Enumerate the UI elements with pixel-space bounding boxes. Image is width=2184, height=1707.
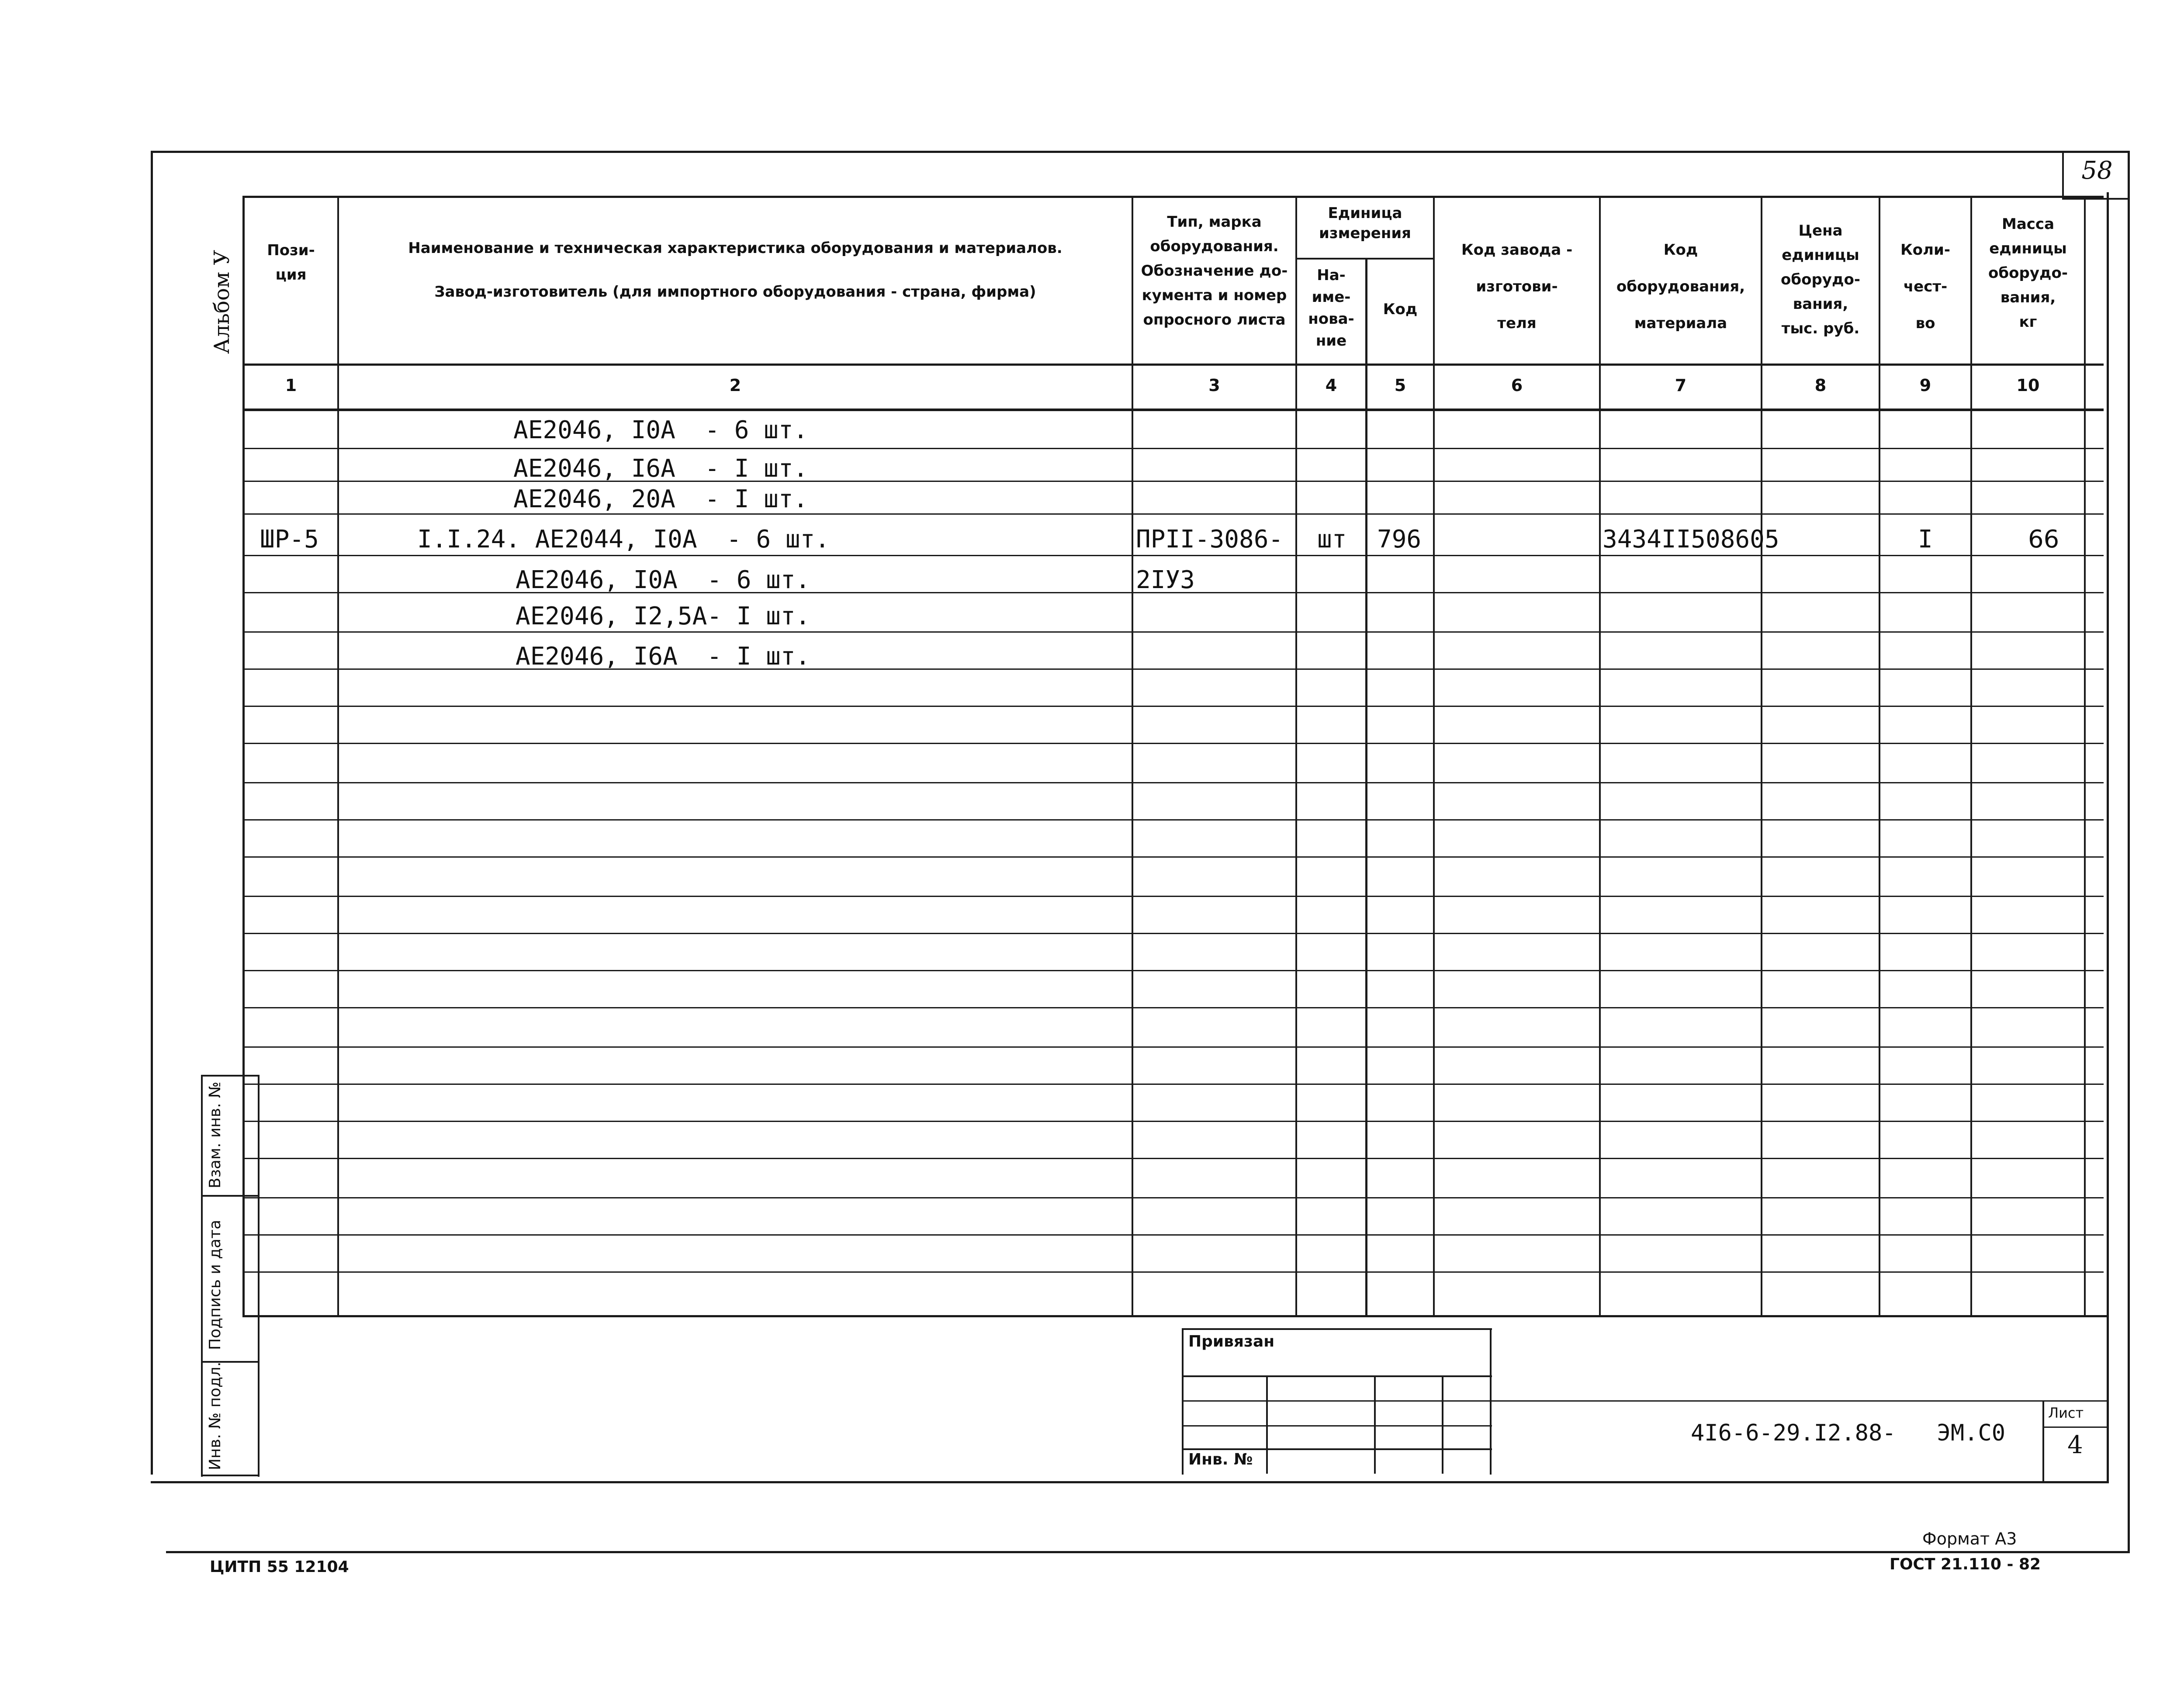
side-right (258, 1075, 260, 1477)
table-top (242, 196, 2104, 198)
row-separator (242, 706, 2104, 707)
inner-right (2107, 192, 2109, 1483)
header-unit-code: Код (1383, 301, 1418, 318)
numbers-bottom (242, 409, 2104, 411)
row-equipment-code: 3434II508605 (1603, 525, 1779, 554)
list-box-mid (2042, 1427, 2108, 1428)
row-separator (242, 1158, 2104, 1159)
col-line-5 (1433, 196, 1435, 1316)
list-value: 4 (2067, 1431, 2083, 1459)
col-line-2 (1132, 196, 1133, 1316)
row-separator (242, 743, 2104, 744)
stamp-v3 (1442, 1375, 1443, 1474)
side-label-inv-podl: Инв. № подл. (206, 1361, 224, 1470)
list-box-left (2042, 1400, 2044, 1481)
side-label-podpis: Подпись и дата (206, 1219, 224, 1350)
header-unit-name: На- име- нова- ние (1308, 267, 1354, 350)
album-label: Альбом У (210, 249, 234, 354)
row-separator (242, 856, 2104, 858)
row-unit: шт (1317, 525, 1347, 554)
row-separator (242, 782, 2104, 783)
stamp-inv-no: Инв. № (1188, 1451, 1253, 1468)
stamp-row4 (1182, 1448, 1492, 1450)
row-separator (242, 1234, 2104, 1236)
colnum-8: 8 (1814, 376, 1827, 395)
side-sep1 (201, 1195, 258, 1197)
row-type: ПРII-3086- (1136, 525, 1284, 554)
row-name: АЕ2046, I2,5А- I шт. (516, 602, 810, 630)
colnum-6: 6 (1511, 376, 1523, 395)
frame-top (151, 151, 2130, 153)
footer-gost: ГОСТ 21.110 - 82 (1890, 1555, 2041, 1573)
row-separator (242, 1046, 2104, 1048)
colnum-3: 3 (1208, 376, 1220, 395)
row-separator (242, 555, 2104, 556)
sheet-box-left (2062, 151, 2064, 199)
header-position: Пози- ция (267, 242, 315, 284)
header-maker-code: Код завода - изготови- теля (1461, 241, 1573, 332)
row-name: АЕ2046, 20А - I шт. (513, 485, 808, 513)
footer-format: Формат А3 (1922, 1529, 2017, 1548)
row-quantity: I (1918, 525, 1933, 554)
stamp-row1 (1182, 1375, 1492, 1377)
row-separator (242, 1007, 2104, 1008)
header-name-line1: Наименование и техническая характеристика оборудования и материалов. (408, 239, 1063, 257)
frame-right (2128, 151, 2130, 1553)
header-bottom (242, 364, 2104, 366)
row-separator (242, 631, 2104, 633)
col-line-8 (1879, 196, 1880, 1316)
col-line-7 (1761, 196, 1762, 1316)
header-equipment-code: Код оборудования, материала (1616, 241, 1745, 332)
frame-bottom (166, 1551, 2130, 1553)
colnum-4: 4 (1325, 376, 1337, 395)
footer-citp: ЦИТП 55 12104 (210, 1558, 349, 1576)
designation-line (1490, 1400, 2108, 1402)
row-separator (242, 1197, 2104, 1198)
side-top (201, 1075, 258, 1077)
col-line-3 (1295, 196, 1297, 1316)
row-type: 2IУ3 (1136, 566, 1195, 594)
header-quantity: Коли- чест- во (1900, 241, 1950, 332)
frame-left (151, 151, 153, 1475)
side-left (201, 1075, 203, 1477)
row-name: АЕ2046, I0А - 6 шт. (513, 416, 808, 444)
row-separator (242, 513, 2104, 515)
stamp-row3 (1182, 1425, 1492, 1427)
colnum-9: 9 (1919, 376, 1931, 395)
header-unit-group: Единица измерения (1319, 204, 1411, 242)
row-separator (242, 448, 2104, 449)
colnum-10: 10 (2016, 376, 2040, 395)
sheet-box-bottom (2062, 198, 2130, 200)
side-bottom (201, 1475, 258, 1476)
colnum-7: 7 (1675, 376, 1687, 395)
col-line-1 (337, 196, 339, 1316)
col-line-9 (1970, 196, 1972, 1316)
col-line-10 (2084, 196, 2086, 1316)
stamp-top (1182, 1328, 1492, 1330)
col-line-6 (1599, 196, 1601, 1316)
row-separator (242, 1084, 2104, 1085)
row-name: АЕ2046, I0А - 6 шт. (516, 566, 810, 594)
side-label-vzam: Взам. инв. № (206, 1081, 224, 1188)
colnum-1: 1 (285, 376, 297, 395)
row-separator (242, 1271, 2104, 1273)
colnum-5: 5 (1394, 376, 1406, 395)
list-label: Лист (2048, 1405, 2084, 1421)
row-name: АЕ2046, I6А - I шт. (513, 454, 808, 483)
row-separator (242, 970, 2104, 971)
row-name: АЕ2046, I6А - I шт. (516, 642, 810, 671)
stamp-privyazan: Привязан (1188, 1333, 1275, 1350)
row-name: I.I.24. АЕ2044, I0А - 6 шт. (417, 525, 830, 554)
col-line-0 (242, 196, 245, 1316)
row-separator (242, 896, 2104, 897)
header-type: Тип, марка оборудования. Обозначение до- кумента и номер опросного листа (1141, 213, 1288, 329)
header-price: Цена единицы оборудо- вания, тыс. руб. (1781, 222, 1860, 337)
document-designation: 4I6-6-29.I2.88- ЭМ.С0 (1691, 1420, 2006, 1446)
stamp-row2 (1182, 1400, 1492, 1402)
table-bottom (242, 1315, 2108, 1317)
colnum-2: 2 (729, 376, 741, 395)
row-separator (242, 933, 2104, 934)
header-mass: Масса единицы оборудо- вания, кг (1988, 215, 2068, 331)
row-mass: 66 (2028, 525, 2059, 554)
sheet-number: 58 (2081, 156, 2113, 185)
row-position: ШР-5 (260, 525, 319, 554)
row-separator (242, 1121, 2104, 1122)
stamp-v1 (1266, 1375, 1268, 1474)
row-separator (242, 819, 2104, 821)
row-unit-code: 796 (1377, 525, 1422, 554)
header-name-line2: Завод-изготовитель (для импортного оборудования - страна, фирма) (434, 283, 1036, 301)
inner-bottom (151, 1481, 2108, 1483)
stamp-v2 (1374, 1375, 1376, 1474)
unit-sub-line (1295, 258, 1433, 260)
